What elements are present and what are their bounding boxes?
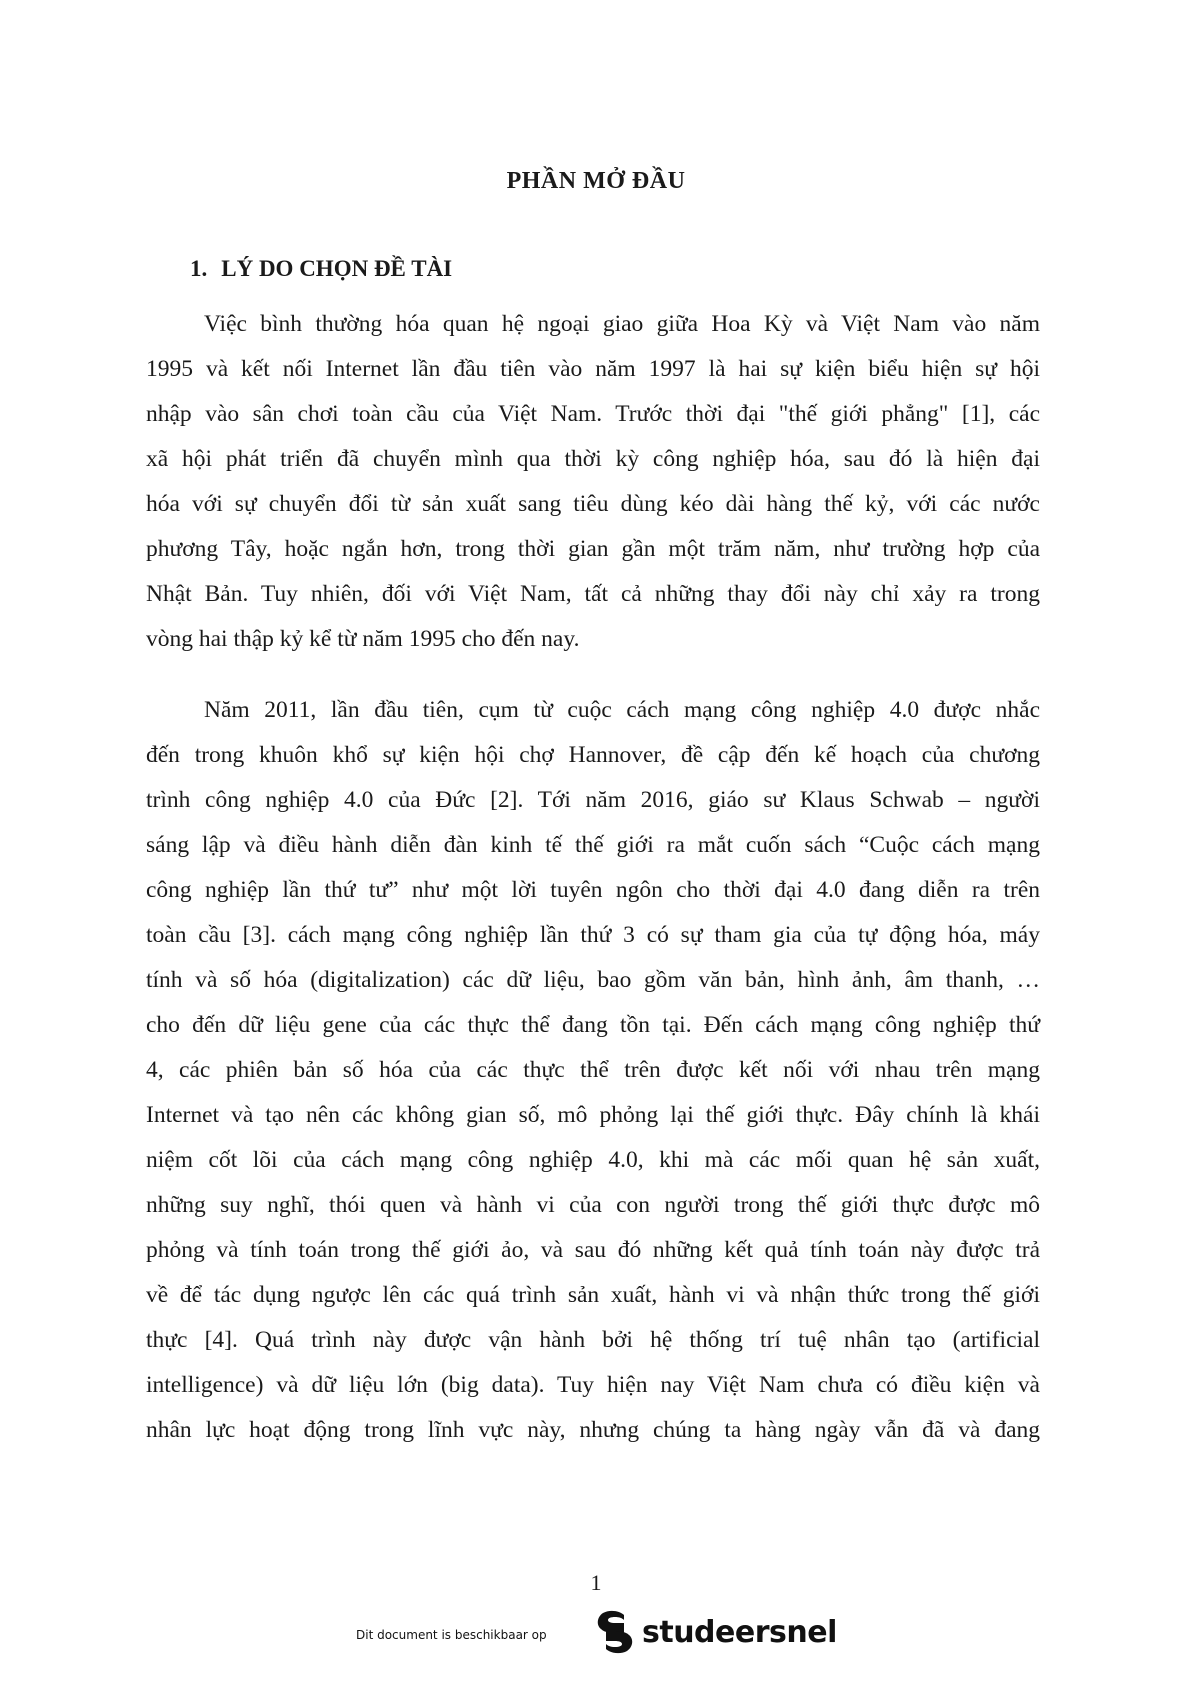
paragraph-line: cho đến dữ liệu gene của các thực thể đang tồn tại. Đến cách mạng công nghiệp thứ bbox=[146, 1012, 1040, 1038]
page-number: 1 bbox=[590, 1570, 602, 1595]
studeersnel-logo-icon bbox=[594, 1609, 636, 1655]
paragraph-line: hóa với sự chuyển đổi từ sản xuất sang tiêu dùng kéo dài hàng thế kỷ, với các nước bbox=[146, 491, 1040, 517]
paragraph-line: Việc bình thường hóa quan hệ ngoại giao giữa Hoa Kỳ và Việt Nam vào năm bbox=[204, 311, 1040, 337]
paragraph-line: phỏng và tính toán trong thế giới ảo, và sau đó những kết quả tính toán này được trả bbox=[146, 1237, 1040, 1263]
paragraph-line: 4, các phiên bản số hóa của các thực thể trên được kết nối với nhau trên mạng bbox=[146, 1057, 1040, 1083]
footer bbox=[0, 1604, 1192, 1664]
paragraph-line: vòng hai thập kỷ kể từ năm 1995 cho đến nay. bbox=[146, 626, 580, 652]
section-number: 1. bbox=[190, 256, 208, 281]
footer-note: Dit document is beschikbaar op bbox=[356, 1628, 547, 1642]
section-heading-text: LÝ DO CHỌN ĐỀ TÀI bbox=[221, 256, 453, 281]
paragraph-line: nhập vào sân chơi toàn cầu của Việt Nam. Trước thời đại "thế giới phẳng" [1], các bbox=[146, 401, 1040, 427]
page-title: PHẦN MỞ ĐẦU bbox=[506, 168, 686, 194]
paragraph-line: niệm cốt lõi của cách mạng công nghiệp 4.0, khi mà các mối quan hệ sản xuất, bbox=[146, 1147, 1040, 1173]
paragraph-line: tính và số hóa (digitalization) các dữ liệu, bao gồm văn bản, hình ảnh, âm thanh, … bbox=[146, 967, 1040, 993]
paragraph-2 bbox=[146, 688, 1040, 1453]
paragraph-line: Internet và tạo nên các không gian số, mô phỏng lại thế giới thực. Đây chính là khái bbox=[146, 1102, 1040, 1128]
paragraph-line: Năm 2011, lần đầu tiên, cụm từ cuộc cách mạng công nghiệp 4.0 được nhắc bbox=[204, 697, 1040, 723]
paragraph-line: toàn cầu [3]. cách mạng công nghiệp lần thứ 3 có sự tham gia của tự động hóa, máy bbox=[146, 922, 1040, 948]
paragraph-line: Nhật Bản. Tuy nhiên, đối với Việt Nam, tất cả những thay đổi này chỉ xảy ra trong bbox=[146, 581, 1040, 607]
paragraph-line: intelligence) và dữ liệu lớn (big data). Tuy hiện nay Việt Nam chưa có điều kiện và bbox=[146, 1372, 1040, 1398]
paragraph-line: sáng lập và điều hành diễn đàn kinh tế thế giới ra mắt cuốn sách “Cuộc cách mạng bbox=[146, 832, 1040, 858]
paragraph-line: phương Tây, hoặc ngắn hơn, trong thời gian gần một trăm năm, như trường hợp của bbox=[146, 536, 1040, 562]
paragraph-line: đến trong khuôn khổ sự kiện hội chợ Hannover, đề cập đến kế hoạch của chương bbox=[146, 742, 1040, 768]
paragraph-1 bbox=[146, 302, 1040, 662]
paragraph-line: trình công nghiệp 4.0 của Đức [2]. Tới năm 2016, giáo sư Klaus Schwab – người bbox=[146, 787, 1040, 813]
paragraph-line: nhân lực hoạt động trong lĩnh vực này, nhưng chúng ta hàng ngày vẫn đã và đang bbox=[146, 1417, 1040, 1443]
paragraph-line: về để tác dụng ngược lên các quá trình sản xuất, hành vi và nhận thức trong thế giới bbox=[146, 1282, 1040, 1308]
paragraph-line: công nghiệp lần thứ tư” như một lời tuyên ngôn cho thời đại 4.0 đang diễn ra trên bbox=[146, 877, 1040, 903]
paragraph-line: những suy nghĩ, thói quen và hành vi của con người trong thế giới thực được mô bbox=[146, 1192, 1040, 1218]
paragraph-line: thực [4]. Quá trình này được vận hành bởi hệ thống trí tuệ nhân tạo (artificial bbox=[146, 1327, 1040, 1353]
paragraph-line: xã hội phát triển đã chuyển mình qua thời kỳ công nghiệp hóa, sau đó là hiện đại bbox=[146, 446, 1040, 472]
studeersnel-brand-link[interactable] bbox=[594, 1608, 837, 1656]
section-heading bbox=[190, 256, 452, 282]
paragraph-line: 1995 và kết nối Internet lần đầu tiên vào năm 1997 là hai sự kiện biểu hiện sự hội bbox=[146, 356, 1040, 382]
brand-name: studeersnel bbox=[642, 1614, 837, 1650]
